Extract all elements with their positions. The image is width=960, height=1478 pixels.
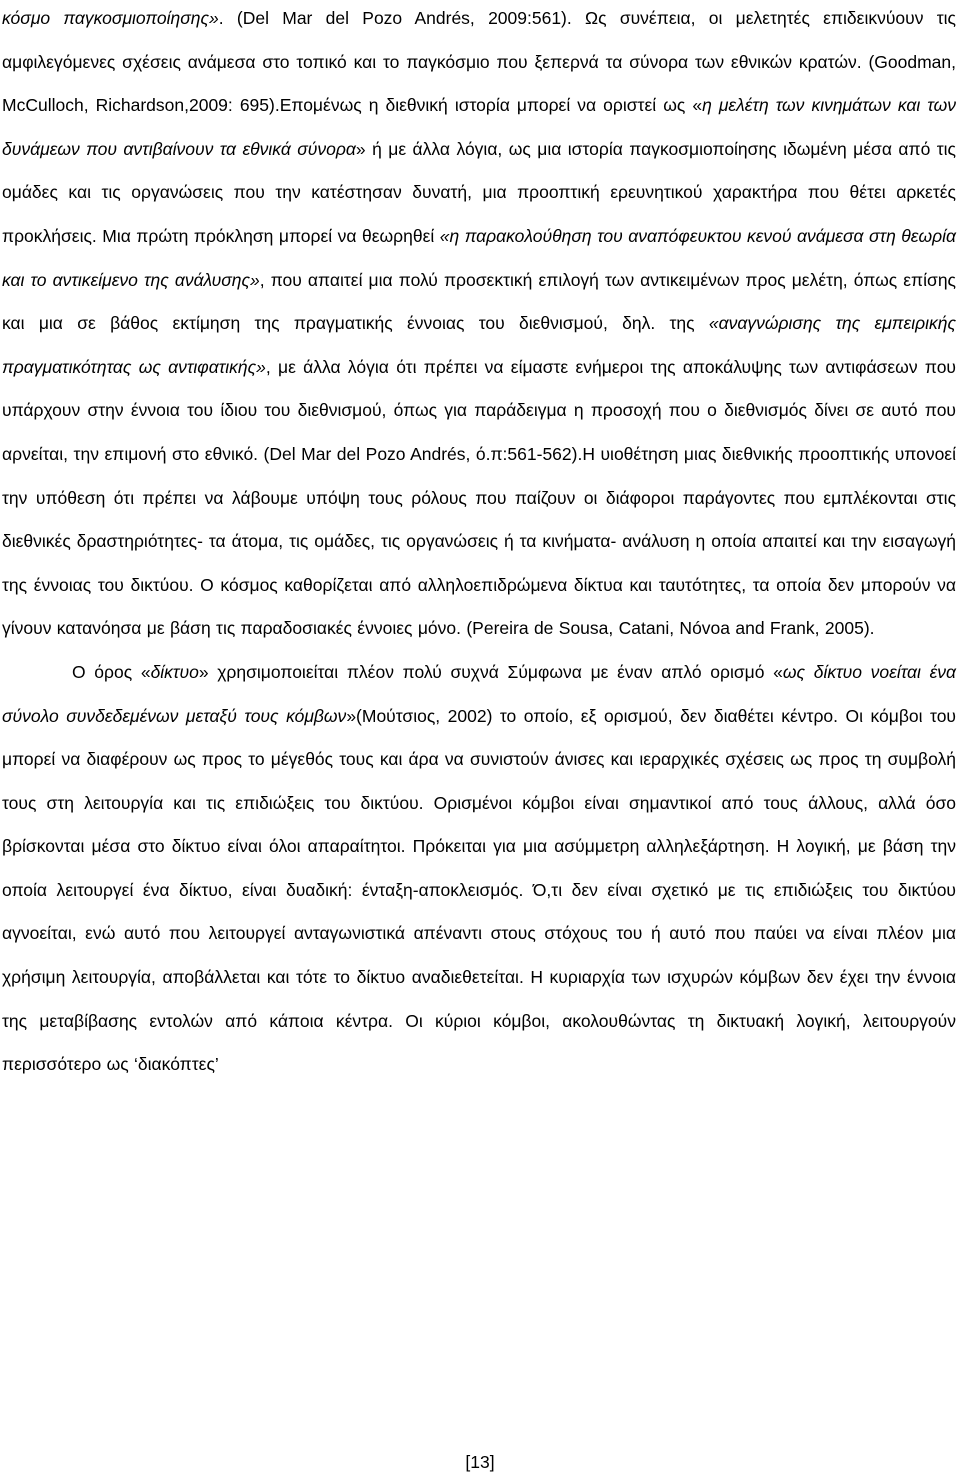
- italic-text-segment: κόσμο παγκοσμιοποίησης»: [2, 8, 219, 28]
- italic-text-segment: η μελέτη των κινημάτων και των δυνάμεων που αντιβαίνουν τα εθνικά σύνορα: [2, 95, 956, 159]
- text-segment: » χρησιμοποιείται πλέον πολύ συχνά Σύμφωνα με έναν απλό ορισμό «: [198, 661, 783, 682]
- body-text: [2, 0, 956, 1087]
- italic-text-segment: «αναγνώρισης της εμπειρικής πραγματικότητας ως αντιφατικής»: [2, 313, 956, 377]
- text-segment: Ο όρος «: [72, 661, 151, 682]
- italic-text-segment: δίκτυο: [150, 661, 199, 682]
- text-segment: »(Μούτσιος, 2002) το οποίο, εξ ορισμού, δεν διαθέτει κέντρο. Οι κόμβοι του μπορεί να διαφέρουν ως προς το μέγεθός τους και άρα να συνιστούν άνισες και ιεραρχικές σχέσεις ως προς τη συμβολή τους στη λειτουργία και τις επιδιώξεις του δικτύου. Ορισμένοι κόμβοι είναι σημαντικοί από τους άλλους, αλλά όσο βρίσκονται μέσα στο δίκτυο είναι όλοι απαραίτητοι. Πρόκειται για μια ασύμμετρη αλληλεξάρτηση. Η λογική, με βάση την οποία λειτουργεί ένα δίκτυο, είναι δυαδική: ένταξη-αποκλεισμός. Ό,τι δεν είναι σχετικό με τις επιδιώξεις του δικτύου αγνοείται, ενώ αυτό που λειτουργεί ανταγωνιστικά απέναντι στους στόχους του ή αυτό που παύει να είναι πλέον μια χρήσιμη λειτουργία, αποβάλλεται και τότε το δίκτυο αναδιεθετείται. Η κυριαρχία των ισχυρών κόμβων δεν έχει την έννοια της μεταβίβασης εντολών από κάποια κέντρα. Οι κύριοι κόμβοι, ακολουθώντας τη δικτυακή λογική, λειτουργούν περισσότερο ως ‘διακόπτες’: [2, 705, 956, 1075]
- text-segment: » ή με άλλα λόγια, ως μια ιστορία παγκοσμιοποίησης ιδωμένη μέσα από τις ομάδες και τις οργανώσεις που την κατέστησαν δυνατή, μια προοπτική ερευνητικού χαρακτήρα που θέτει αρκετές προκλήσεις. Μια πρώτη πρόκληση μπορεί να θεωρηθεί: [2, 138, 956, 246]
- text-segment: . (Del Mar del Pozo Andrés, 2009:561). Ως συνέπεια, οι μελετητές επιδεικνύουν τις αμφιλεγόμενες σχέσεις ανάμεσα στο τοπικό και το παγκόσμιο που ξεπερνά τα σύνορα των εθνικών κρατών. (Goodman, McCulloch, Richardson,2009: 695).Επομένως η διεθνική ιστορία μπορεί να οριστεί ως «: [2, 8, 956, 116]
- text-segment: , με άλλα λόγια ότι πρέπει να είμαστε ενήμεροι της αποκάλυψης των αντιφάσεων που υπάρχουν στην έννοια του ίδιου του διεθνισμού, όπως για παράδειγμα η προσοχή που ο διεθνισμός δίνει σε αυτό που αρνείται, την επιμονή στο εθνικό. (Del Mar del Pozo Andrés, ό.π:561-562).Η υιοθέτηση μιας διεθνικής προοπτικής υπονοεί την υπόθεση ότι πρέπει να λάβουμε υπόψη τους ρόλους που παίζουν οι διάφοροι παράγοντες που εμπλέκονται στις διεθνικές δραστηριότητες- τα άτομα, τις ομάδες, τις οργανώσεις ή τα κινήματα- ανάλυση η οποία απαιτεί και την εισαγωγή της έννοιας του δικτύου. Ο κόσμος καθορίζεται από αλληλοεπιδρώμενα δίκτυα και ταυτότητες, τα οποία δεν μπορούν να γίνουν κατανόησα με βάση τις παραδοσιακές έννοιες μόνο. (Pereira de Sousa, Catani, Nóvoa and Frank, 2005).: [2, 356, 956, 639]
- paragraph: [2, 0, 956, 651]
- text-segment: , που απαιτεί μια πολύ προσεκτική επιλογή των αντικειμένων προς μελέτη, όπως επίσης και μια σε βάθος εκτίμηση της πραγματικής έννοιας του διεθνισμού, δηλ. της: [2, 269, 956, 334]
- page-number: [13]: [465, 1452, 495, 1472]
- italic-text-segment: ως δίκτυο νοείται ένα σύνολο συνδεδεμένων μεταξύ τους κόμβων: [2, 661, 957, 726]
- italic-text-segment: «η παρακολούθηση του αναπόφευκτου κενού ανάμεσα στη θεωρία και το αντικείμενο της ανάλυσης»: [2, 225, 956, 290]
- paragraph: [2, 651, 956, 1087]
